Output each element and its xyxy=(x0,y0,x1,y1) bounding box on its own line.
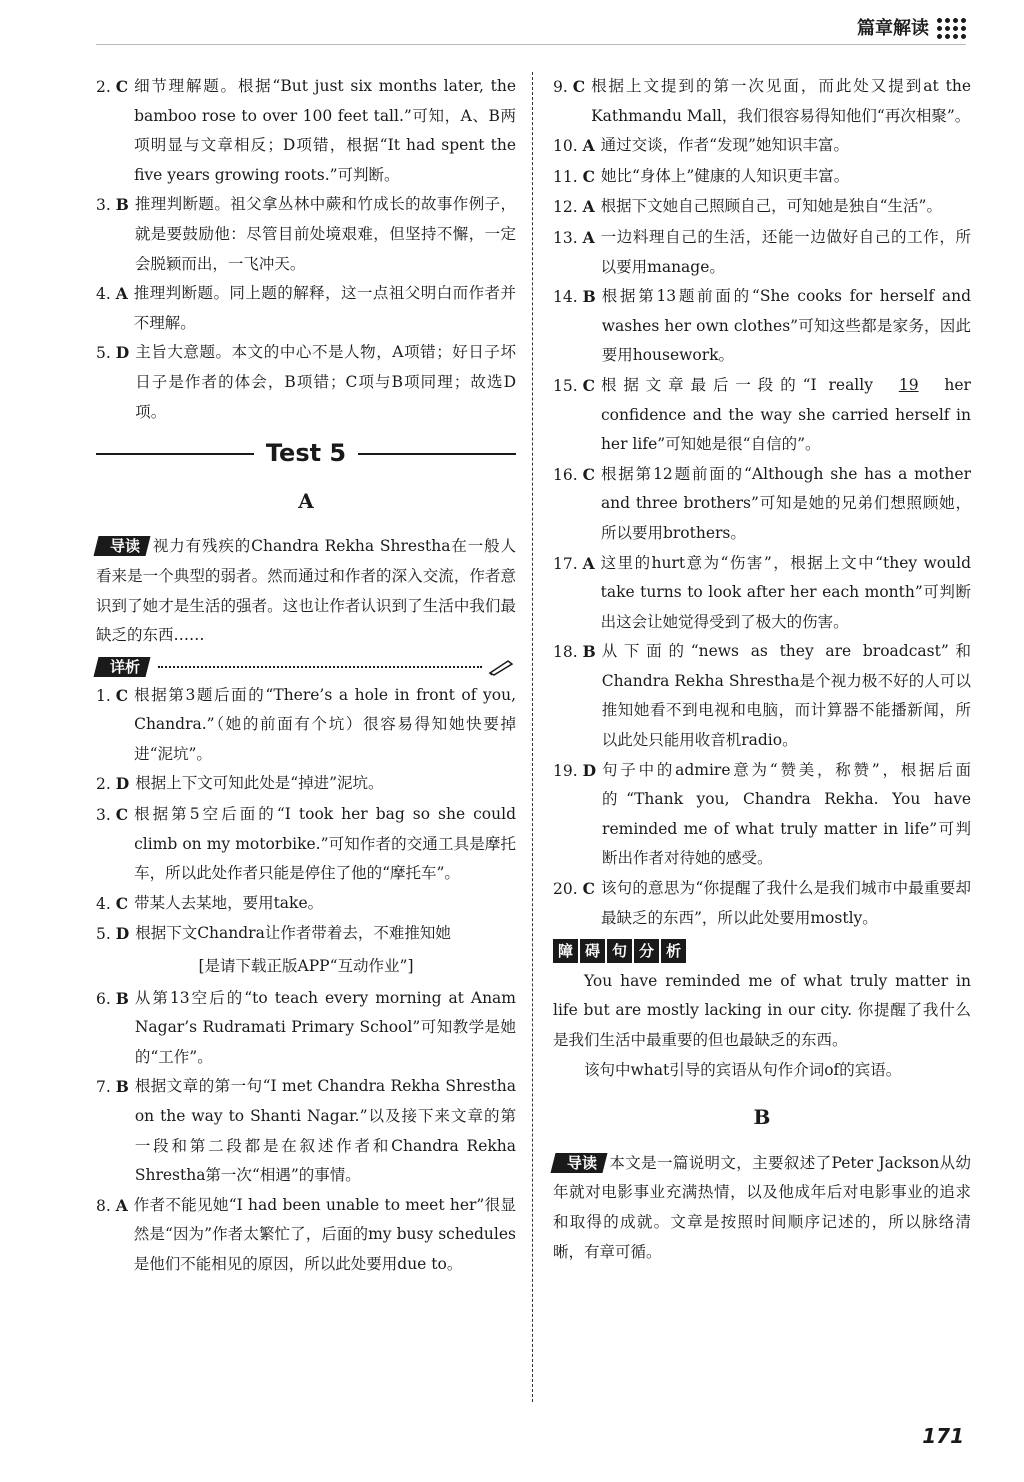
section-b-letter: B xyxy=(753,1105,771,1130)
answer-explanation: 通过交谈，作者“发现”她知识丰富。 xyxy=(600,136,849,155)
page-number: 171 xyxy=(922,1424,964,1448)
answer-letter: C xyxy=(582,879,595,899)
section-a-guide xyxy=(96,532,516,650)
answer-explanation: 这里的hurt意为“伤害”，根据上文中“they would take turns to look after her each month”可判断出这会让她觉得受到了极大的伤害。 xyxy=(600,553,971,631)
guide-badge-b: 导读 xyxy=(551,1153,608,1173)
answer-letter: D xyxy=(115,343,130,363)
test-heading xyxy=(96,439,516,469)
answer-letter: D xyxy=(115,924,130,944)
answer-explanation: 句子中的admire意为“赞美，称赞”，根据后面的“Thank you, Chandra Rekha. You have reminded me of what truly matter in life”可判断出作者对待她的感受。 xyxy=(602,760,971,868)
answer-letter: C xyxy=(115,77,129,96)
answer-item: 2. C 细节理解题。根据“But just six months later, the bamboo rose to over 100 feet tall.”可知，A、B两项明显与文章相反；D项错，根据“It had spent the five years growing roots.”可判断。 xyxy=(96,72,516,190)
answer-explanation: 细节理解题。根据“But just six months later, the bamboo rose to over 100 feet tall.”可知，A、B两项明显与文章相反；D项错，根据“It had spent the five years growing roots.”可判断。 xyxy=(134,77,516,184)
answer-explanation: 推理判断题。同上题的解释，这一点祖父明白而作者并不理解。 xyxy=(133,284,516,332)
answer-explanation: 推理判断题。祖父拿丛林中蕨和竹成长的故事作例子，就是要鼓励他：尽管目前处境艰难，但坚持不懈，一定会脱颖而出，一飞冲天。 xyxy=(134,195,516,273)
blank-19: 19 xyxy=(898,375,919,394)
answer-letter: D xyxy=(582,760,597,780)
answer-item: 7. B 根据文章的第一句“I met Chandra Rekha Shrestha on the way to Shanti Nagar.”以及接下来文章的第一段和第二段都是在叙述作者和Chandra Rekha Shrestha第一次“相遇”的事情。 xyxy=(96,1072,516,1190)
analysis-note: 该句中what引导的宾语从句作介词of的宾语。 xyxy=(584,1060,902,1079)
answer-letter: C xyxy=(582,464,595,484)
answer-item: 3. C 根据第5空后面的“I took her bag so she could climb on my motorbike.”可知作者的交通工具是摩托车，所以此处作者只能是停住了他的“摩托车”。 xyxy=(96,800,516,889)
answer-letter: A xyxy=(115,284,128,304)
answer-explanation: 从第13空后的“to teach every morning at Anam Nagar’s Rudramati Primary School”可知教学是她的“工作”。 xyxy=(134,988,516,1066)
answer-explanation: 根据下文她自己照顾自己，可知她是独自“生活”。 xyxy=(600,197,942,216)
answer-letter: B xyxy=(115,195,129,215)
answer-letter: B xyxy=(582,287,596,307)
watermark-note: [是请下载正版APP“互动作业”] xyxy=(198,957,414,976)
answer-explanation: 根据第3题后面的“There’s a hole in front of you, Chandra.”（她的前面有个坑）很容易得知她快要掉进“泥坑”。 xyxy=(134,685,516,763)
answer-item: 20. C 该句的意思为“你提醒了我什么是我们城市中最重要却最缺乏的东西”，所以此处要用mostly。 xyxy=(553,874,971,933)
answer-item: 16. C 根据第12题前面的“Although she has a mother and three brothers”可知是她的兄弟们想照顾她，所以要用brothers。 xyxy=(553,460,971,549)
answer-letter: A xyxy=(115,1195,128,1215)
left-column xyxy=(96,72,516,1280)
answer-explanation: 根据下文Chandra让作者带着去，不难推知她 xyxy=(135,924,451,943)
analysis-heading-char: 析 xyxy=(661,939,686,963)
answer-item: 19. D 句子中的admire意为“赞美，称赞”，根据后面的“Thank you, Chandra Rekha. You have reminded me of what truly matter in life”可判断出作者对待她的感受。 xyxy=(553,756,971,874)
answer-item: 17. A 这里的hurt意为“伤害”，根据上文中“they would take turns to look after her each month”可判断出这会让她觉得受到了极大的伤害。 xyxy=(553,549,971,638)
guide-badge: 导读 xyxy=(94,536,151,556)
answer-letter: C xyxy=(115,685,129,705)
answer-explanation: 一边料理自己的生活，还能一边做好自己的工作，所以要用manage。 xyxy=(600,227,971,276)
analysis-sentence: You have reminded me of what truly matter in life but are mostly lacking in our city. 你提醒了我什么是我们生活中最重要的但也最缺乏的东西。 xyxy=(553,971,971,1049)
answer-item: 6. B 从第13空后的“to teach every morning at Anam Nagar’s Rudramati Primary School”可知教学是她的“工作”。 xyxy=(96,984,516,1073)
answer-item: 3. B 推理判断题。祖父拿丛林中蕨和竹成长的故事作例子，就是要鼓励他：尽管目前处境艰难，但坚持不懈，一定会脱颖而出，一飞冲天。 xyxy=(96,190,516,279)
answer-letter: A xyxy=(582,197,595,217)
section-b-guide xyxy=(553,1149,971,1267)
answer-letter: B xyxy=(115,1077,129,1097)
header-rule xyxy=(96,44,966,45)
answer-letter: A xyxy=(582,553,595,573)
answer-item: 1. C 根据第3题后面的“There’s a hole in front of you, Chandra.”（她的前面有个坑）很容易得知她快要掉进“泥坑”。 xyxy=(96,681,516,770)
answer-item: 2. D 根据上下文可知此处是“掉进”泥坑。 xyxy=(96,769,516,800)
answer-item-15: 15. C 根据文章最后一段的“I really 19 her confidence and the way she carried herself in her life”可知她是很“自信的”。 xyxy=(553,375,971,454)
guide-text: 视力有残疾的Chandra Rekha Shrestha在一般人看来是一个典型的弱者。然而通过和作者的深入交流，作者意识到了她才是生活的强者。这也让作者认识到了生活中我们最缺乏的东西…… xyxy=(96,537,516,645)
analysis-heading-char: 分 xyxy=(634,939,659,963)
right-column xyxy=(553,72,971,1267)
answer-letter: B xyxy=(115,988,129,1008)
answer-explanation: 带某人去某地，要用take。 xyxy=(134,893,324,912)
answer-explanation: 根据上文提到的第一次见面，而此处又提到at the Kathmandu Mall，我们很容易得知他们“再次相聚”。 xyxy=(591,77,971,125)
answer-explanation: 根据第13题前面的“She cooks for herself and washes her own clothes”可知这些都是家务，因此要用housework。 xyxy=(601,287,971,365)
answer-letter: B xyxy=(582,642,596,662)
answer-item: 13. A 一边料理自己的生活，还能一边做好自己的工作，所以要用manage。 xyxy=(553,223,971,282)
answers-6-8 xyxy=(96,984,516,1280)
analysis-heading-char: 碍 xyxy=(580,939,605,963)
answer-explanation: 作者不能见她“I had been unable to meet her”很显然是“因为”作者太繁忙了，后面的my busy schedules是他们不能相见的原因，所以此处要用due to。 xyxy=(133,1195,516,1273)
analysis-heading xyxy=(553,939,686,963)
answer-item: 11. C 她比“身体上”健康的人知识更丰富。 xyxy=(553,162,971,193)
detail-heading xyxy=(96,657,516,677)
answers-16-20 xyxy=(553,460,971,934)
previous-answers xyxy=(96,72,516,427)
answer-item: 5. D 根据下文Chandra让作者带着去，不难推知她 xyxy=(96,919,516,950)
answer-item: 8. A 作者不能见她“I had been unable to meet her”很显然是“因为”作者太繁忙了，后面的my busy schedules是他们不能相见的原因，所以此处要用due to。 xyxy=(96,1191,516,1280)
answer-item: 10. A 通过交谈，作者“发现”她知识丰富。 xyxy=(553,131,971,162)
answer-explanation: 根据文章的第一句“I met Chandra Rekha Shrestha on the way to Shanti Nagar.”以及接下来文章的第一段和第二段都是在叙述作者和Chandra Rekha Shrestha第一次“相遇”的事情。 xyxy=(134,1077,516,1185)
column-divider xyxy=(532,72,533,1402)
answer-item: 4. C 带某人去某地，要用take。 xyxy=(96,889,516,920)
answer-explanation: 根据第5空后面的“I took her bag so she could climb on my motorbike.”可知作者的交通工具是摩托车，所以此处作者只能是停住了他的“摩托车”。 xyxy=(134,805,516,883)
answer-item: 12. A 根据下文她自己照顾自己，可知她是独自“生活”。 xyxy=(553,192,971,223)
answer-letter: C xyxy=(582,166,595,186)
section-a-letter: A xyxy=(298,488,314,513)
guide-text-b: 本文是一篇说明文，主要叙述了Peter Jackson从幼年就对电影事业充满热情，以及他成年后对电影事业的追求和取得的成就。文章是按照时间顺序记述的，所以脉络清晰，有章可循。 xyxy=(553,1153,971,1261)
answer-explanation: 根据上下文可知此处是“掉进”泥坑。 xyxy=(135,774,384,793)
answer-item: 9. C 根据上文提到的第一次见面，而此处又提到at the Kathmandu Mall，我们很容易得知他们“再次相聚”。 xyxy=(553,72,971,131)
analysis-heading-char: 句 xyxy=(607,939,632,963)
answer-explanation: 她比“身体上”健康的人知识更丰富。 xyxy=(600,166,850,185)
answer-item: 18. B 从下面的“news as they are broadcast”和Chandra Rekha Shrestha是个视力极不好的人可以推知她看不到电视和电脑，而计算器不能播新闻，所以此处只能用收音机radio。 xyxy=(553,637,971,755)
answer-letter: C xyxy=(115,805,129,825)
answer-item: 14. B 根据第13题前面的“She cooks for herself and washes her own clothes”可知这些都是家务，因此要用housework。 xyxy=(553,282,971,371)
detail-badge: 详析 xyxy=(94,657,151,677)
answers-1-5 xyxy=(96,681,516,950)
answer-explanation: 从下面的“news as they are broadcast”和Chandra Rekha Shrestha是个视力极不好的人可以推知她看不到电视和电脑，而计算器不能播新闻，所以此处只能用收音机radio。 xyxy=(601,642,971,750)
page-header xyxy=(857,14,966,44)
answer-letter: D xyxy=(115,774,130,794)
answer-item: 5. D 主旨大意题。本文的中心不是人物，A项错；好日子坏日子是作者的体会，B项错；C项与B项同理；故选D项。 xyxy=(96,338,516,427)
answers-9-14 xyxy=(553,72,971,371)
answer-letter: C xyxy=(572,77,586,96)
header-dots-icon xyxy=(937,18,966,39)
answer-letter: A xyxy=(582,136,595,156)
answer-letter: A xyxy=(582,227,595,247)
answer-explanation: 主旨大意题。本文的中心不是人物，A项错；好日子坏日子是作者的体会，B项错；C项与B项同理；故选D项。 xyxy=(135,343,516,421)
header-title: 篇章解读 xyxy=(857,18,929,39)
test-title: Test 5 xyxy=(265,439,347,468)
answer-explanation: 该句的意思为“你提醒了我什么是我们城市中最重要却最缺乏的东西”，所以此处要用mostly。 xyxy=(600,879,971,927)
answer-item: 4. A 推理判断题。同上题的解释，这一点祖父明白而作者并不理解。 xyxy=(96,279,516,338)
answer-letter: C xyxy=(115,893,129,913)
analysis-heading-char: 障 xyxy=(553,939,578,963)
answer-explanation: 根据第12题前面的“Although she has a mother and three brothers”可知是她的兄弟们想照顾她，所以要用brothers。 xyxy=(600,464,971,542)
pen-icon xyxy=(488,658,516,676)
